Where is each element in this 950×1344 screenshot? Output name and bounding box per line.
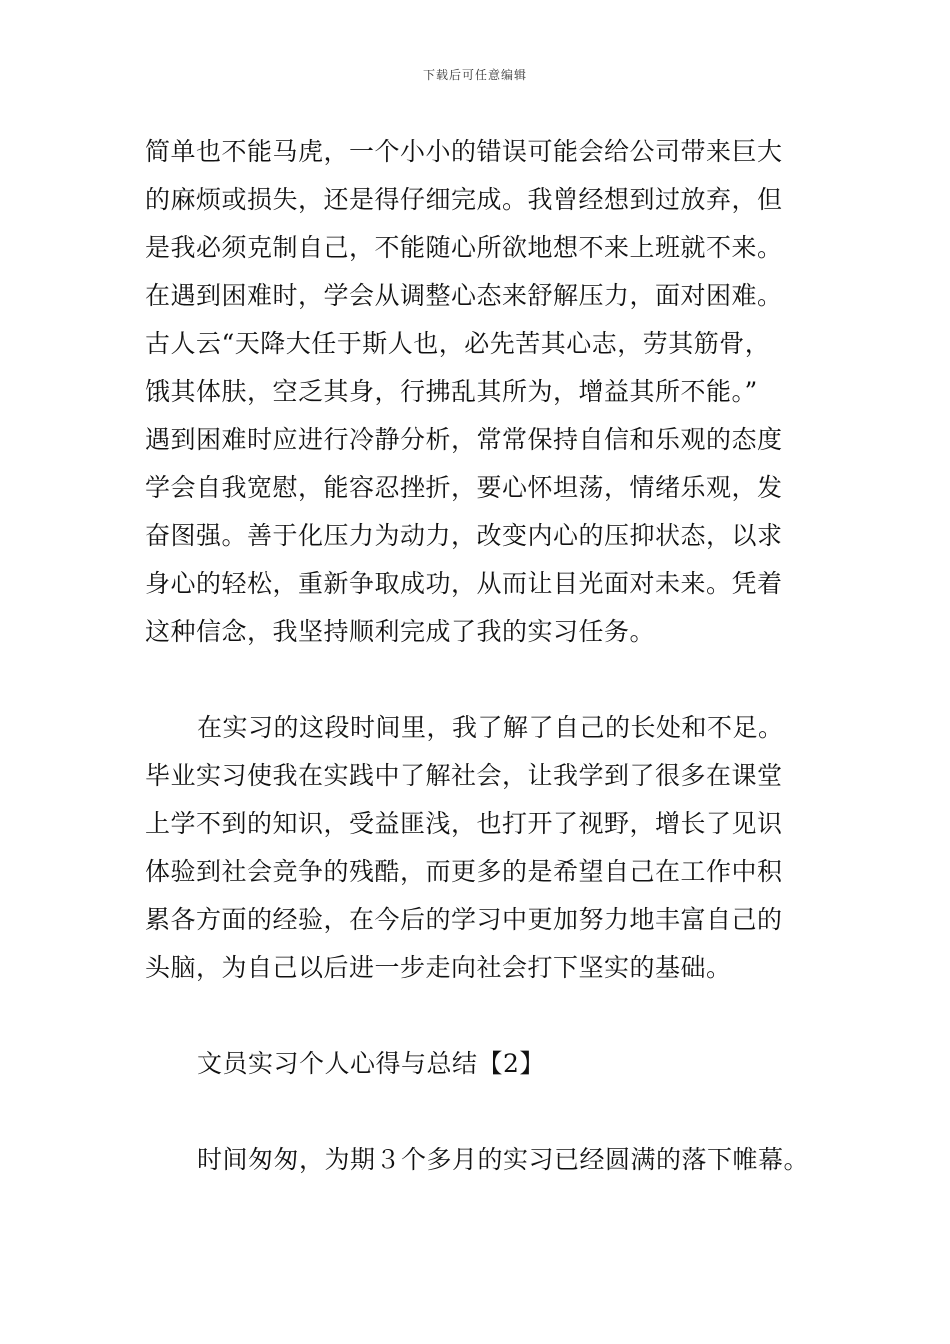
- paragraph-line: 古人云“天降大任于斯人也，必先苦其心志，劳其筋骨，: [145, 329, 771, 358]
- paragraph-line: 学会自我宽慰，能容忍挫折，要心怀坦荡，情绪乐观，发: [145, 473, 783, 502]
- final-paragraph-line: 时间匆匆，为期３个多月的实习已经圆满的落下帷幕。: [197, 1145, 810, 1174]
- section-heading: 文员实习个人心得与总结【2】: [197, 1049, 545, 1078]
- paragraph-line: 毕业实习使我在实践中了解社会，让我学到了很多在课堂: [145, 761, 783, 790]
- paragraph-line: 遇到困难时应进行冷静分析，常常保持自信和乐观的态度: [145, 425, 783, 454]
- document-body: [145, 128, 810, 1184]
- paragraph-line: 累各方面的经验，在今后的学习中更加努力地丰富自己的: [145, 905, 783, 934]
- paragraph-2: [145, 704, 810, 992]
- paragraph-spacer: [145, 992, 810, 1040]
- paragraph-1: [145, 128, 810, 656]
- paragraph-line: 奋图强。善于化压力为动力，改变内心的压抑状态，以求: [145, 521, 783, 550]
- paragraph-line: 简单也不能马虎，一个小小的错误可能会给公司带来巨大: [145, 137, 783, 166]
- header-note: 下载后可任意编辑: [422, 68, 527, 82]
- paragraph-spacer: [145, 656, 810, 704]
- paragraph-line: 在实习的这段时间里，我了解了自己的长处和不足。: [197, 713, 784, 742]
- paragraph-line: 这种信念，我坚持顺利完成了我的实习任务。: [145, 617, 656, 646]
- paragraph-line: 身心的轻松，重新争取成功，从而让目光面对未来。凭着: [145, 569, 783, 598]
- paragraph-spacer: [145, 1088, 810, 1136]
- paragraph-line: 是我必须克制自己，不能随心所欲地想不来上班就不来。: [145, 233, 783, 262]
- paragraph-line: 头脑，为自己以后进一步走向社会打下坚实的基础。: [145, 953, 732, 982]
- paragraph-line: 饿其体肤，空乏其身，行拂乱其所为，增益其所不能。”: [145, 377, 758, 406]
- paragraph-line: 体验到社会竞争的残酷，而更多的是希望自己在工作中积: [145, 857, 783, 886]
- paragraph-line: 的麻烦或损失，还是得仔细完成。我曾经想到过放弃，但: [145, 185, 783, 214]
- paragraph-line: 上学不到的知识，受益匪浅，也打开了视野，增长了见识: [145, 809, 783, 838]
- paragraph-line: 在遇到困难时，学会从调整心态来舒解压力，面对困难。: [145, 281, 783, 310]
